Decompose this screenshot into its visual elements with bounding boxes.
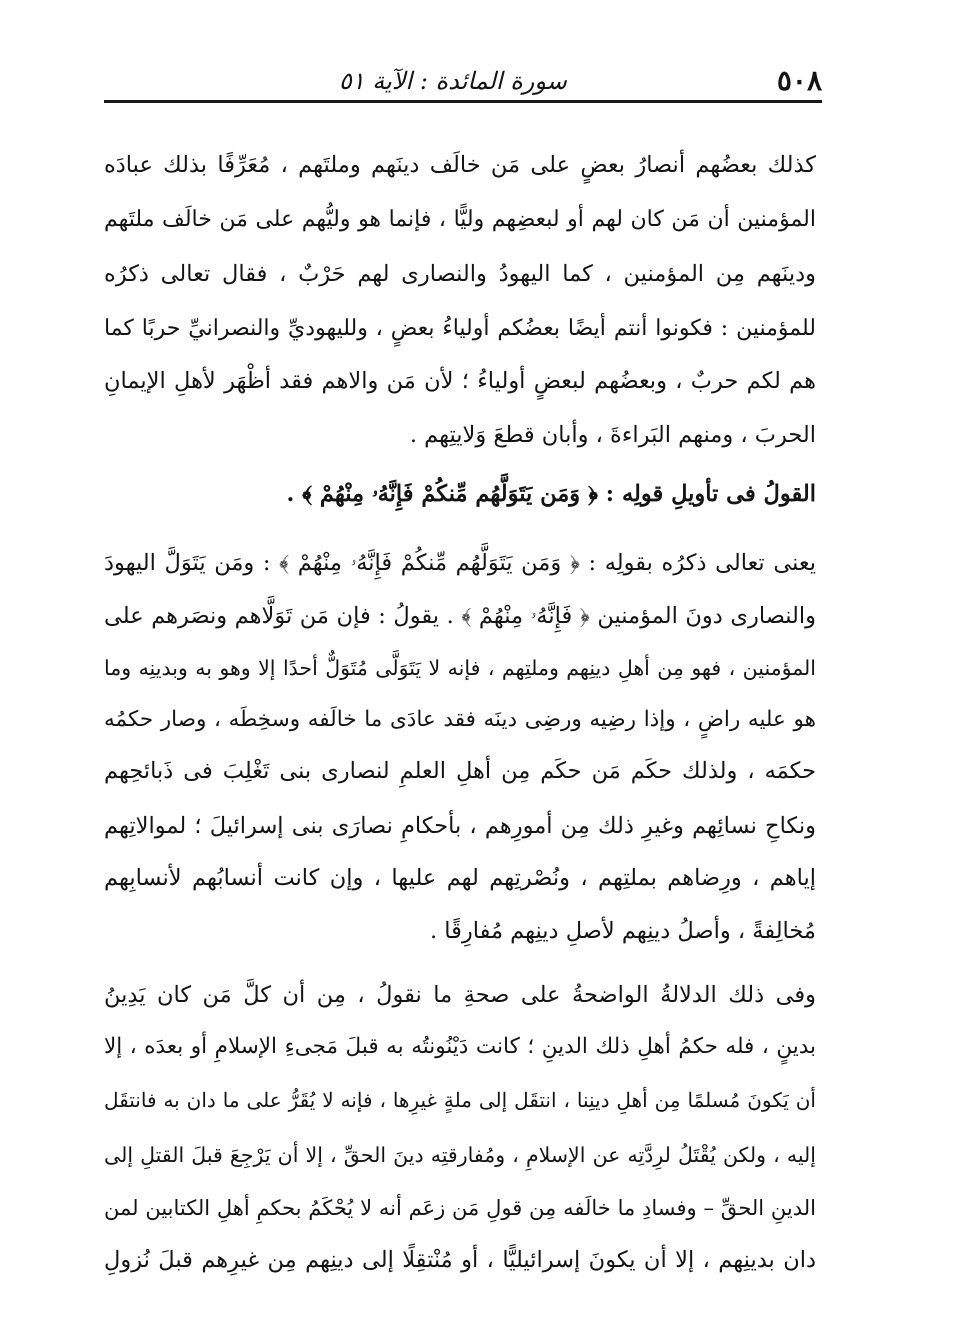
paragraph2-line-1: يعنى تعالى ذكرُه بقولِه : ﴿ وَمَن يَتَوَلَّهُم مِّنكُمْ فَإِنَّهُۥ مِنْهُمْ ﴾ : ومَن يَتَوَلَّ اليهودَ: [104, 550, 816, 576]
paragraph2-line-5: حكمَه ، ولذلك حكَم مَن حكَم مِن أهلِ العلمِ لنصارى بنى تَغْلِبَ فى ذَبائحِهم: [104, 758, 816, 784]
running-title: سورة المائدة : الآية ٥١: [338, 67, 567, 95]
paragraph3-line-5: الدينِ الحقِّ – وفسادِ ما خالَفه مِن قولِ مَن زعَم أنه لا يُحْكَمُ بحكمِ أهلِ الكتابين لمن: [104, 1196, 816, 1220]
paragraph2-line-8: مُخالِفةً ، وأصلُ دينِهم لأصلِ دينِهم مُفارِقًا .: [429, 918, 816, 944]
paragraph1-line-5: هم لكم حربٌ ، وبعضُهم لبعضٍ أولياءُ ؛ لأن مَن والاهم فقد أظْهَر لأهلِ الإيمانِ: [104, 368, 816, 394]
paragraph2-line-6: ونكاحِ نسائِهم وغيرِ ذلك مِن أمورِهم ، بأحكامِ نصارَى بنى إسرائيلَ ؛ لموالاتِهم: [104, 813, 816, 839]
paragraph2-line-2: والنصارى دونَ المؤمنين ﴿ فَإِنَّهُۥ مِنْهُمْ ﴾ . يقولُ : فإن مَن تَوَلَّاهم ونصَرهم على: [104, 603, 816, 629]
paragraph2-line-4: هو عليه راضٍ ، وإذا رضِيه ورضِى دينَه فقد عادَى ما خالَفه وسخِطَه ، وصار حكمُه: [104, 707, 816, 732]
paragraph3-line-3: أن يَكونَ مُسلمًا مِن أهلِ دينِنا ، انتقَل إلى ملةٍ غيرِها ، فإنه لا يُقَرُّ على ما دان به فانتقَل: [104, 1088, 816, 1112]
paragraph3-line-2: بدينٍ ، فله حكمُ أهلِ ذلك الدينِ ؛ كانت دَيْنُونتُه به قبلَ مَجىءِ الإسلامِ أو بعدَه ، إلا: [104, 1034, 816, 1059]
page-header: [104, 56, 822, 98]
paragraph3-line-4: إليه ، ولكن يُقْتَلُ لرِدَّتِه عن الإسلامِ ، ومُفارقتِه دينَ الحقِّ ، إلا أن يَرْجِعَ قبلَ القتلِ إلى: [104, 1143, 816, 1167]
header-rule: [104, 100, 822, 103]
paragraph1-line-4: للمؤمنين : فكونوا أنتم أيضًا بعضُكم أولياءُ بعضٍ ، ولليهوديِّ والنصرانيِّ حربًا كما: [104, 316, 816, 341]
paragraph1-line-1: كذلك بعضُهم أنصارُ بعضٍ على مَن خالَف دينَهم وملتَهم ، مُعَرِّفًا بذلك عبادَه: [104, 152, 816, 178]
section-heading: القولُ فى تأويلِ قولِه : ﴿ وَمَن يَتَوَلَّهُم مِّنكُمْ فَإِنَّهُۥ مِنْهُمْ ﴾ .: [286, 481, 816, 507]
paragraph3-line-1: وفى ذلك الدلالةُ الواضحةُ على صحةِ ما نقولُ ، مِن أن كلَّ مَن كان يَدِينُ: [104, 982, 816, 1008]
paragraph1-line-3: ودينَهم مِن المؤمنين ، كما اليهودُ والنصارى لهم حَرْبٌ ، فقال تعالى ذكرُه: [104, 261, 816, 287]
paragraph2-line-7: إياهم ، ورِضاهم بملتِهم ، ونُصْرتِهم لهم عليها ، وإن كانت أنسابُهم لأنسابِهم: [104, 865, 816, 891]
paragraph2-line-3: المؤمنين ، فهو مِن أهلِ دينِهم وملتِهم ، فإنه لا يَتَوَلَّى مُتَوَلٌّ أحدًا إلا وهو به وبدينِه وما: [104, 656, 816, 680]
paragraph1-line-6: الحربَ ، ومنهم البَراءةَ ، وأبان قطعَ وَلايتِهم .: [409, 422, 816, 448]
page-number: ٥٠٨: [776, 64, 822, 97]
paragraph1-line-2: المؤمنين أن مَن كان لهم أو لبعضِهم وليًّا ، فإنما هو وليُّهم على مَن خالَف ملتَهم: [104, 207, 816, 232]
paragraph3-line-6: دان بدينِهم ، إلا أن يكونَ إسرائيليًّا ، أو مُنْتقِلًا إلى دينِهم مِن غيرِهم قبلَ نُزولِ: [104, 1247, 816, 1273]
